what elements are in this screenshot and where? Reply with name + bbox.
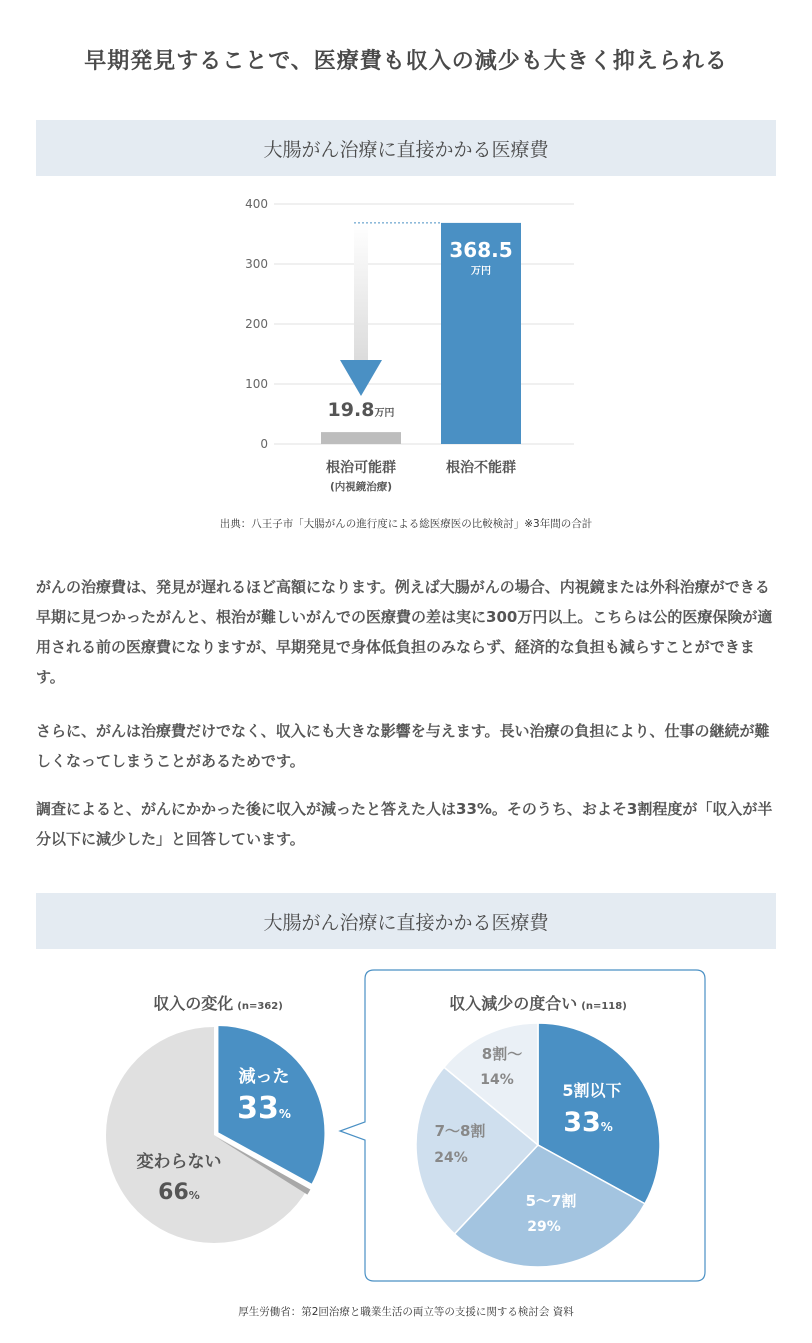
- pie-n-label: (n=362): [237, 1001, 283, 1012]
- pie-slice-value: 14%: [480, 1072, 514, 1088]
- pie-value-unit: %: [600, 1120, 613, 1134]
- section-title-income: [36, 893, 776, 949]
- x-category-sublabel: (内視鏡治療): [329, 481, 393, 493]
- y-tick-label: 300: [245, 257, 268, 271]
- income-pie-charts: [0, 960, 812, 1290]
- pie-slice-label: 減った: [238, 1067, 290, 1087]
- pie-value-number: 66: [158, 1180, 189, 1205]
- x-category-label: 根治不能群: [446, 460, 516, 476]
- bar-value-label: 368.5: [449, 237, 513, 262]
- pie-slice-value: 24%: [434, 1150, 468, 1166]
- pie-title-text: 収入の変化: [153, 994, 234, 1013]
- bar-value-label: [328, 399, 395, 421]
- pie-slice-label: 8割〜: [481, 1045, 523, 1063]
- page-headline: 早期発見することで、医療費も収入の減少も大きく抑えられる: [84, 49, 728, 74]
- section-title-text: 大腸がん治療に直接かかる医療費: [263, 911, 549, 934]
- medical-cost-bar-chart: [0, 180, 812, 510]
- source-note-income: 厚生労働省：第2回治療と職業生活の両立等の支援に関する検討会 資料: [238, 1306, 574, 1318]
- pie-slice-label: 5割以下: [562, 1081, 622, 1100]
- bar-value-number: 19.8: [327, 399, 375, 422]
- section-title-medical-cost: [36, 120, 776, 176]
- y-tick-label: 0: [260, 437, 268, 451]
- section-title-text: 大腸がん治療に直接かかる医療費: [263, 138, 549, 161]
- bar-1: [321, 432, 401, 444]
- paragraph-2: さらに、がんは治療費だけでなく、収入にも大きな影響を与えます。長い治療の負担により、仕事の継続が難しくなってしまうことがあるためです。: [36, 722, 770, 770]
- pie-value-unit: %: [278, 1107, 291, 1121]
- y-tick-label: 200: [245, 317, 268, 331]
- pie-value-unit: %: [188, 1189, 200, 1202]
- paragraph-1: がんの治療費は、発見が遅れるほど高額になります。例えば大腸がんの場合、内視鏡または外科治療ができる早期に見つかったがんと、根治が難しいがんでの医療費の差は実に300万円以上。こちらは公的医療保険が適用される前の医療費になりますが、早期発見で身体低負担のみならず、経済的な負担も減らすことができます。: [36, 578, 773, 686]
- bar-value-unit: 万円: [471, 265, 491, 277]
- bar-value-unit: 万円: [374, 408, 395, 420]
- paragraph-3: 調査によると、がんにかかった後に収入が減ったと答えた人は33%。そのうち、およそ3割程度が「収入が半分以下に減少した」と回答しています。: [36, 800, 773, 848]
- pie-value-number: 33: [563, 1107, 601, 1138]
- x-category-label: 根治可能群: [326, 460, 396, 476]
- pie-value-number: 33: [237, 1091, 279, 1126]
- pie-title-text: 収入減少の度合い: [449, 994, 578, 1013]
- pie-n-label: (n=118): [581, 1001, 627, 1012]
- y-tick-label: 100: [245, 377, 268, 391]
- pie-slice-label: 変わらない: [136, 1152, 222, 1172]
- pie-slice-value: 29%: [527, 1219, 561, 1235]
- pie-title-income-change: [153, 994, 283, 1013]
- y-tick-label: 400: [245, 197, 268, 211]
- arrow-shaft: [354, 224, 368, 374]
- down-arrow-icon: [340, 360, 382, 396]
- pie-slice-label: 7〜8割: [434, 1122, 486, 1140]
- pie-slice-label: 5〜7割: [525, 1192, 577, 1210]
- source-note-medical-cost: 出典：八王子市「大腸がんの進行度による総医療医の比較検討」※3年間の合計: [219, 518, 593, 530]
